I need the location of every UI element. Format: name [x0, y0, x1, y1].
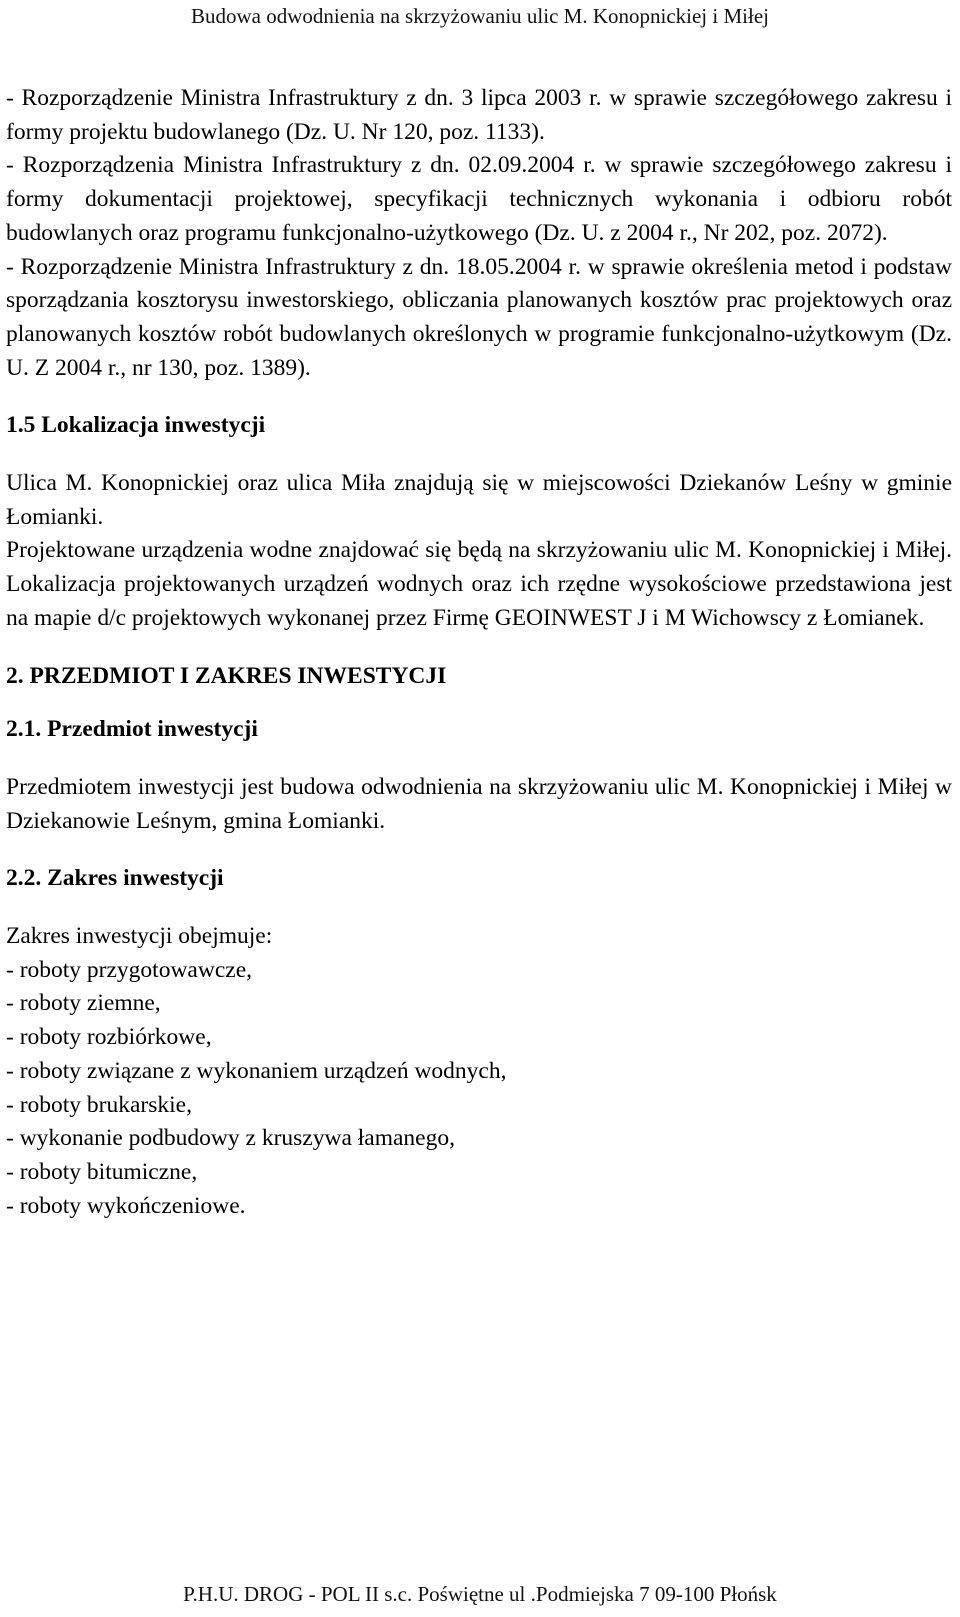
scope-intro: Zakres inwestycji obejmuje:	[6, 923, 273, 950]
document-body	[6, 82, 952, 1223]
regulation-1: - Rozporządzenie Ministra Infrastruktury z dn. 3 lipca 2003 r. w sprawie szczegółowego zakresu i formy projektu budowlanego (Dz. U. Nr 120, poz. 1133).	[6, 85, 952, 145]
section-2-1-heading: 2.1. Przedmiot inwestycji	[6, 716, 258, 743]
section-2-2-heading: 2.2. Zakres inwestycji	[6, 865, 224, 892]
list-item: - roboty wykończeniowe.	[6, 1192, 246, 1219]
location-paragraph-1: Ulica M. Konopnickiej oraz ulica Miła znajdują się w miejscowości Dziekanów Leśny w gminie Łomianki.	[6, 470, 952, 530]
subject-paragraph: Przedmiotem inwestycji jest budowa odwodnienia na skrzyżowaniu ulic M. Konopnickiej i Miłej w Dziekanowie Leśnym, gmina Łomianki.	[6, 773, 952, 834]
list-item: - roboty przygotowawcze,	[6, 956, 253, 983]
running-header: Budowa odwodnienia na skrzyżowaniu ulic M. Konopnickiej i Miłej	[191, 4, 769, 28]
regulation-3: - Rozporządzenie Ministra Infrastruktury z dn. 18.05.2004 r. w sprawie określenia metod i podstaw sporządzania kosztorysu inwestorskiego, obliczania planowanych kosztów prac projektowych oraz planowanych kosztów robót budowlanych określonych w programie funkcjonalno-użytkowym (Dz. U. Z 2004 r., nr 130, poz. 1389).	[6, 253, 952, 381]
regulation-2: - Rozporządzenia Ministra Infrastruktury z dn. 02.09.2004 r. w sprawie szczegółowego zakresu i formy dokumentacji projektowej, specyfikacji technicznych wykonania i odbioru robót budowlanych oraz programu funkcjonalno-użytkowego (Dz. U. z 2004 r., Nr 202, poz. 2072).	[6, 152, 952, 246]
list-item: - roboty ziemne,	[6, 990, 161, 1017]
list-item: - wykonanie podbudowy z kruszywa łamanego,	[6, 1125, 455, 1152]
scope-list	[6, 954, 952, 1224]
location-paragraph-2: Projektowane urządzenia wodne znajdować się będą na skrzyżowaniu ulic M. Konopnickiej i Miłej. Lokalizacja projektowanych urządzeń wodnych oraz ich rzędne wysokościowe przedstawiona jest na mapie d/c projektowych wykonanej przez Firmę GEOINWEST J i M Wichowscy z Łomianek.	[6, 537, 952, 631]
list-item: - roboty brukarskie,	[6, 1091, 192, 1118]
list-item: - roboty rozbiórkowe,	[6, 1024, 212, 1051]
section-2-heading: 2. PRZEDMIOT I ZAKRES INWESTYCJI	[6, 662, 447, 689]
section-1-5-heading: 1.5 Lokalizacja inwestycji	[6, 412, 266, 439]
page-footer: P.H.U. DROG - POL II s.c. Poświętne ul .Podmiejska 7 09-100 Płońsk	[183, 1582, 777, 1606]
list-item: - roboty bitumiczne,	[6, 1158, 198, 1185]
list-item: - roboty związane z wykonaniem urządzeń wodnych,	[6, 1057, 507, 1084]
